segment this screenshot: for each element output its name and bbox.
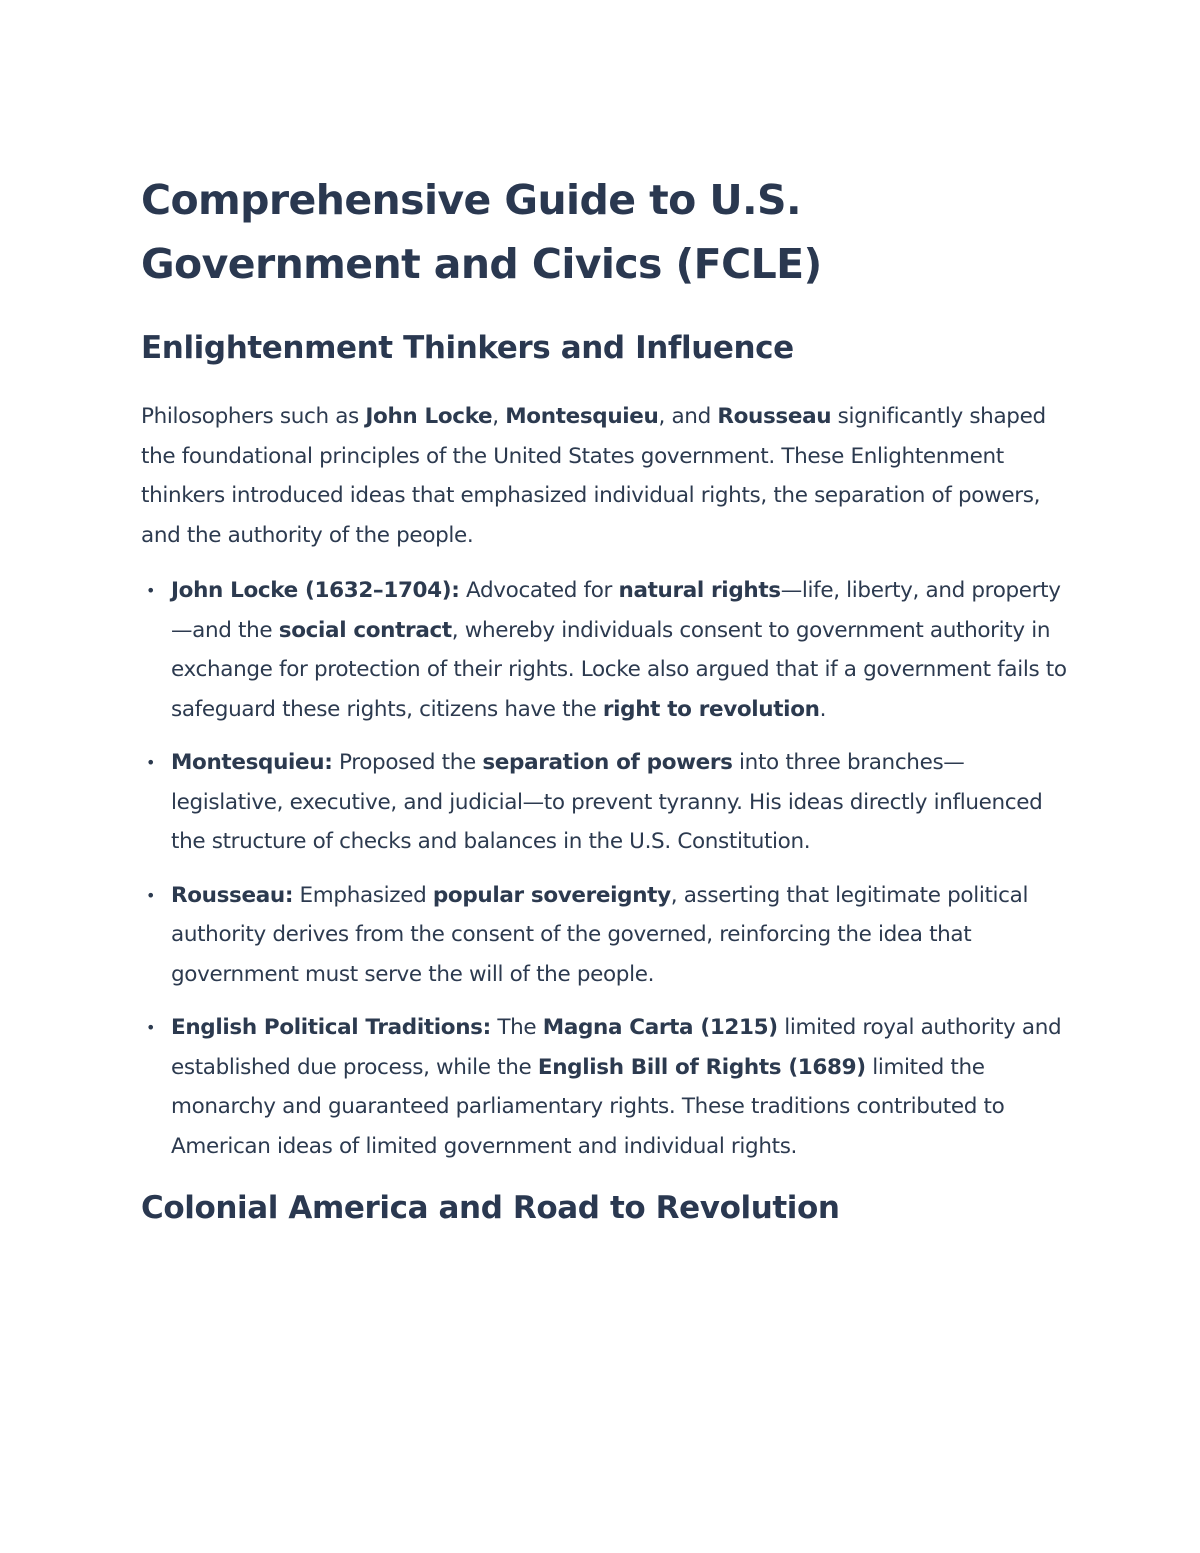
list-item-locke: • John Locke (1632–1704): Advocated for natural rights—life, liberty, and property—and the social contract, whereby individuals consent to government authority in exchange for protection of their rights. Locke also argued that if a government fails to safeguard these rights, citizens have the right to revolution. [171,571,1071,729]
page-title: Comprehensive Guide to U.S. Government and Civics (FCLE) [141,176,822,288]
list-item-english-traditions: • English Political Traditions: The Magna Carta (1215) limited royal authority and established due process, while the English Bill of Rights (1689) limited the monarchy and guaranteed parliamentary rights. These traditions contributed to American ideas of limited government and individual rights. [171,1008,1071,1166]
list-item-label: English Political Traditions: [171,1015,491,1040]
list-item-label: Montesquieu: [171,750,333,775]
bullet-icon: • [146,1018,156,1037]
section-heading-enlightenment: Enlightenment Thinkers and Influence [141,330,794,366]
bullet-icon: • [146,753,156,772]
list-item-rousseau: • Rousseau: Emphasized popular sovereignty, asserting that legitimate political authority derives from the consent of the governed, reinforcing the idea that government must serve the will of the people. [171,876,1071,995]
thinkers-list [141,571,1071,1166]
list-item-montesquieu: • Montesquieu: Proposed the separation of powers into three branches—legislative, executive, and judicial—to prevent tyranny. His ideas directly influenced the structure of checks and balances in the U.S. Constitution. [171,743,1071,862]
intro-paragraph: Philosophers such as John Locke, Montesquieu, and Rousseau significantly shaped the foundational principles of the United States government. These Enlightenment thinkers introduced ideas that emphasized individual rights, the separation of powers, and the authority of the people. [141,404,1046,548]
bullet-icon: • [146,581,156,600]
term-rousseau: Rousseau [717,404,832,429]
list-item-label: John Locke (1632–1704): [171,578,460,603]
document-page [141,168,1071,1228]
term-montesquieu: Montesquieu [505,404,659,429]
list-item-label: Rousseau: [171,882,294,908]
term-john-locke: John Locke [365,404,493,429]
section-heading-colonial-america: Colonial America and Road to Revolution [141,1190,840,1226]
bullet-icon: • [146,885,156,905]
